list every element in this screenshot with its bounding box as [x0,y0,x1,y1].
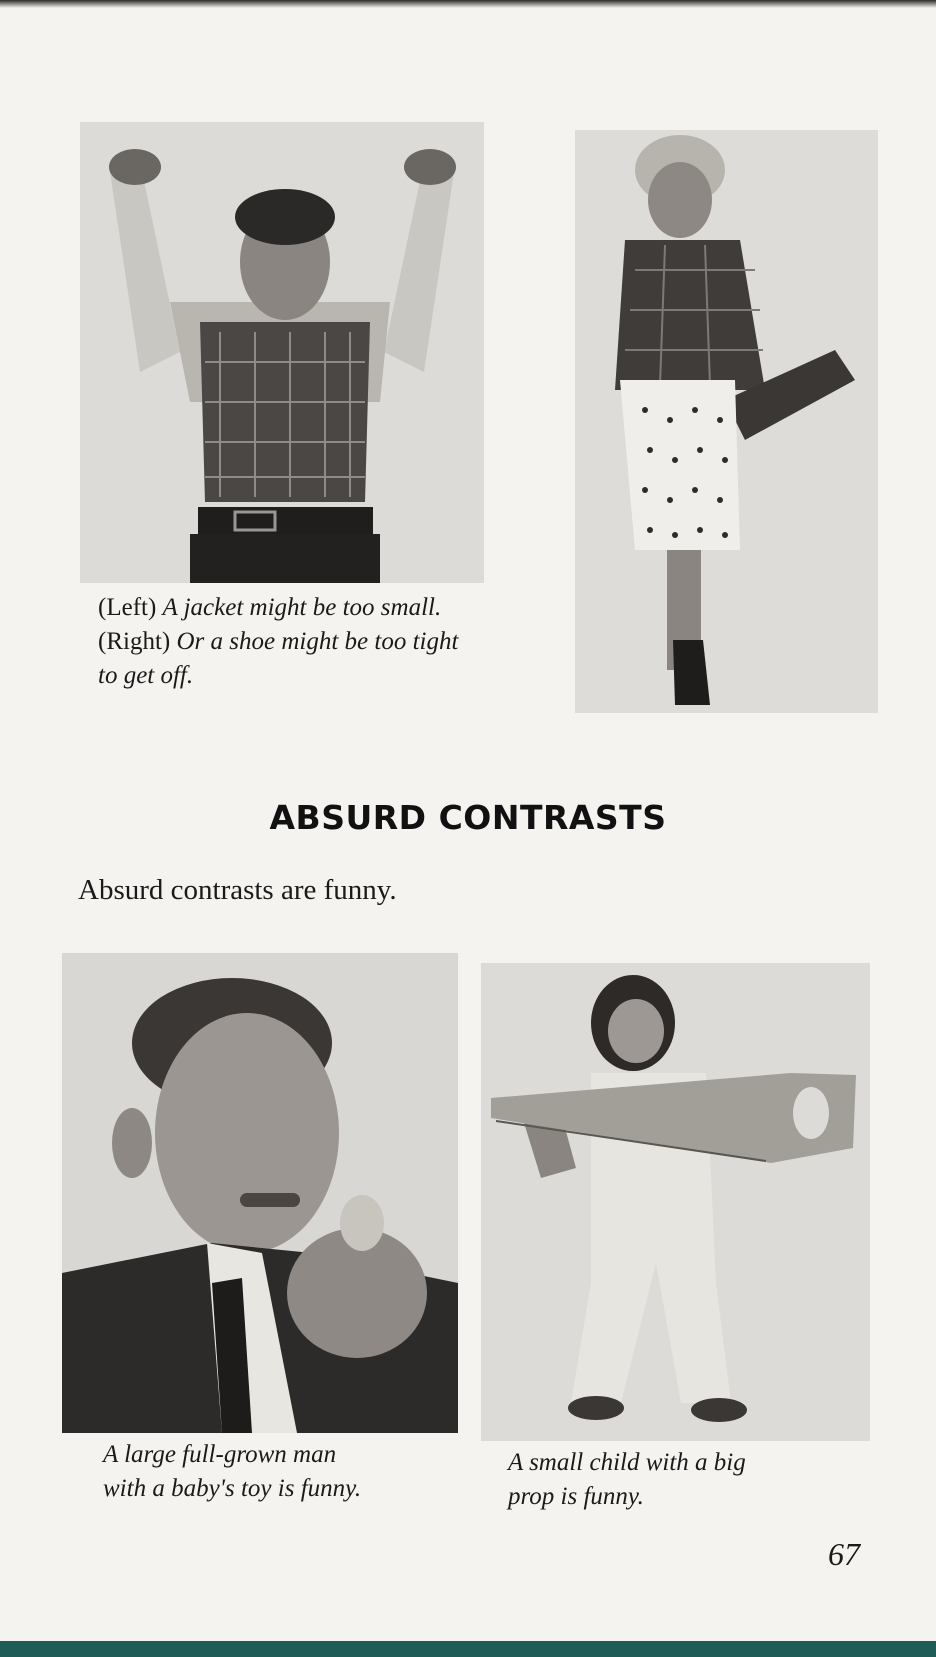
caption-top-photos [98,591,478,693]
photo-child-with-saw [481,963,870,1441]
caption-left-text: A jacket might be too small. [162,594,442,621]
caption-bottom-right-line1: A small child with a big [508,1449,746,1476]
photo-shoe-too-tight [575,130,878,713]
caption-right-text: Or a shoe might be too tight to get off. [98,628,459,689]
page-number: 67 [828,1536,860,1572]
photo-jacket-too-small [80,122,484,583]
caption-bottom-right-line2: prop is funny. [508,1483,644,1510]
section-heading: ABSURD CONTRASTS [269,798,667,837]
caption-left-tag: (Left) [98,594,157,621]
caption-bottom-left-line1: A large full-grown man [103,1441,337,1468]
section-body-text: Absurd contrasts are funny. [78,874,397,906]
caption-right-tag: (Right) [98,628,171,655]
caption-bottom-left [103,1438,473,1506]
caption-bottom-right [508,1446,868,1514]
photo-man-with-toy [62,953,458,1433]
caption-bottom-left-line2: with a baby's toy is funny. [103,1475,362,1502]
page-bottom-edge [0,1641,936,1657]
page-top-edge [0,0,936,8]
